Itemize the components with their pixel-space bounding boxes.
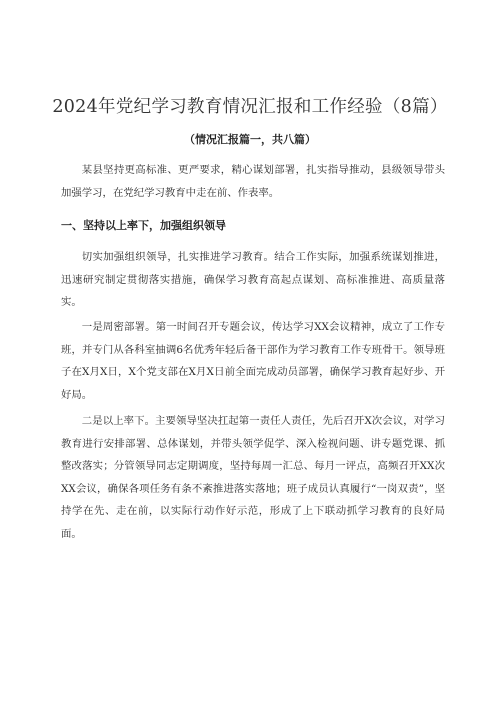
document-title: 2024年党纪学习教育情况汇报和工作经验（8篇） xyxy=(52,97,448,117)
intro-paragraph: 某县坚持更高标准、更严要求，精心谋划部署，扎实指导推动，县级领导带头加强学习，在党纪学习教育中走在前、作表率。 xyxy=(61,164,445,199)
section-heading: 一、坚持以上率下，加强组织领导 xyxy=(61,219,226,232)
section-paragraph-1: 切实加强组织领导，扎实推进学习教育。结合工作实际，加强系统谋划推进，迅速研究制定贯彻落实措施，确保学习教育高起点谋划、高标准推进、高质量落实。 xyxy=(61,251,445,308)
document-subtitle: （情况汇报篇一，共八篇） xyxy=(184,133,316,146)
section-paragraph-2: 一是周密部署。第一时间召开专题会议，传达学习XX会议精神，成立了工作专班，并专门从各科室抽调6名优秀年轻后备干部作为学习教育工作专班骨干。领导班子在X月X日，X个党支部在X月X日前全面完成动员部署，确保学习教育起好步、开好局。 xyxy=(61,321,445,401)
section-paragraph-3: 二是以上率下。主要领导坚决扛起第一责任人责任，先后召开X次会议，对学习教育进行安排部署、总体谋划，并带头领学促学、深入检视问题、讲专题党课、抓整改落实；分管领导同志定期调度，坚持每周一汇总、每月一评点，高频召开XX次XX会议，确保各项任务有条不紊推进落实落地；班子成员认真履行“一岗双责”，坚持学在先、走在前，以实际行动作好示范，形成了上下联动抓学习教育的良好局面。 xyxy=(61,415,445,540)
